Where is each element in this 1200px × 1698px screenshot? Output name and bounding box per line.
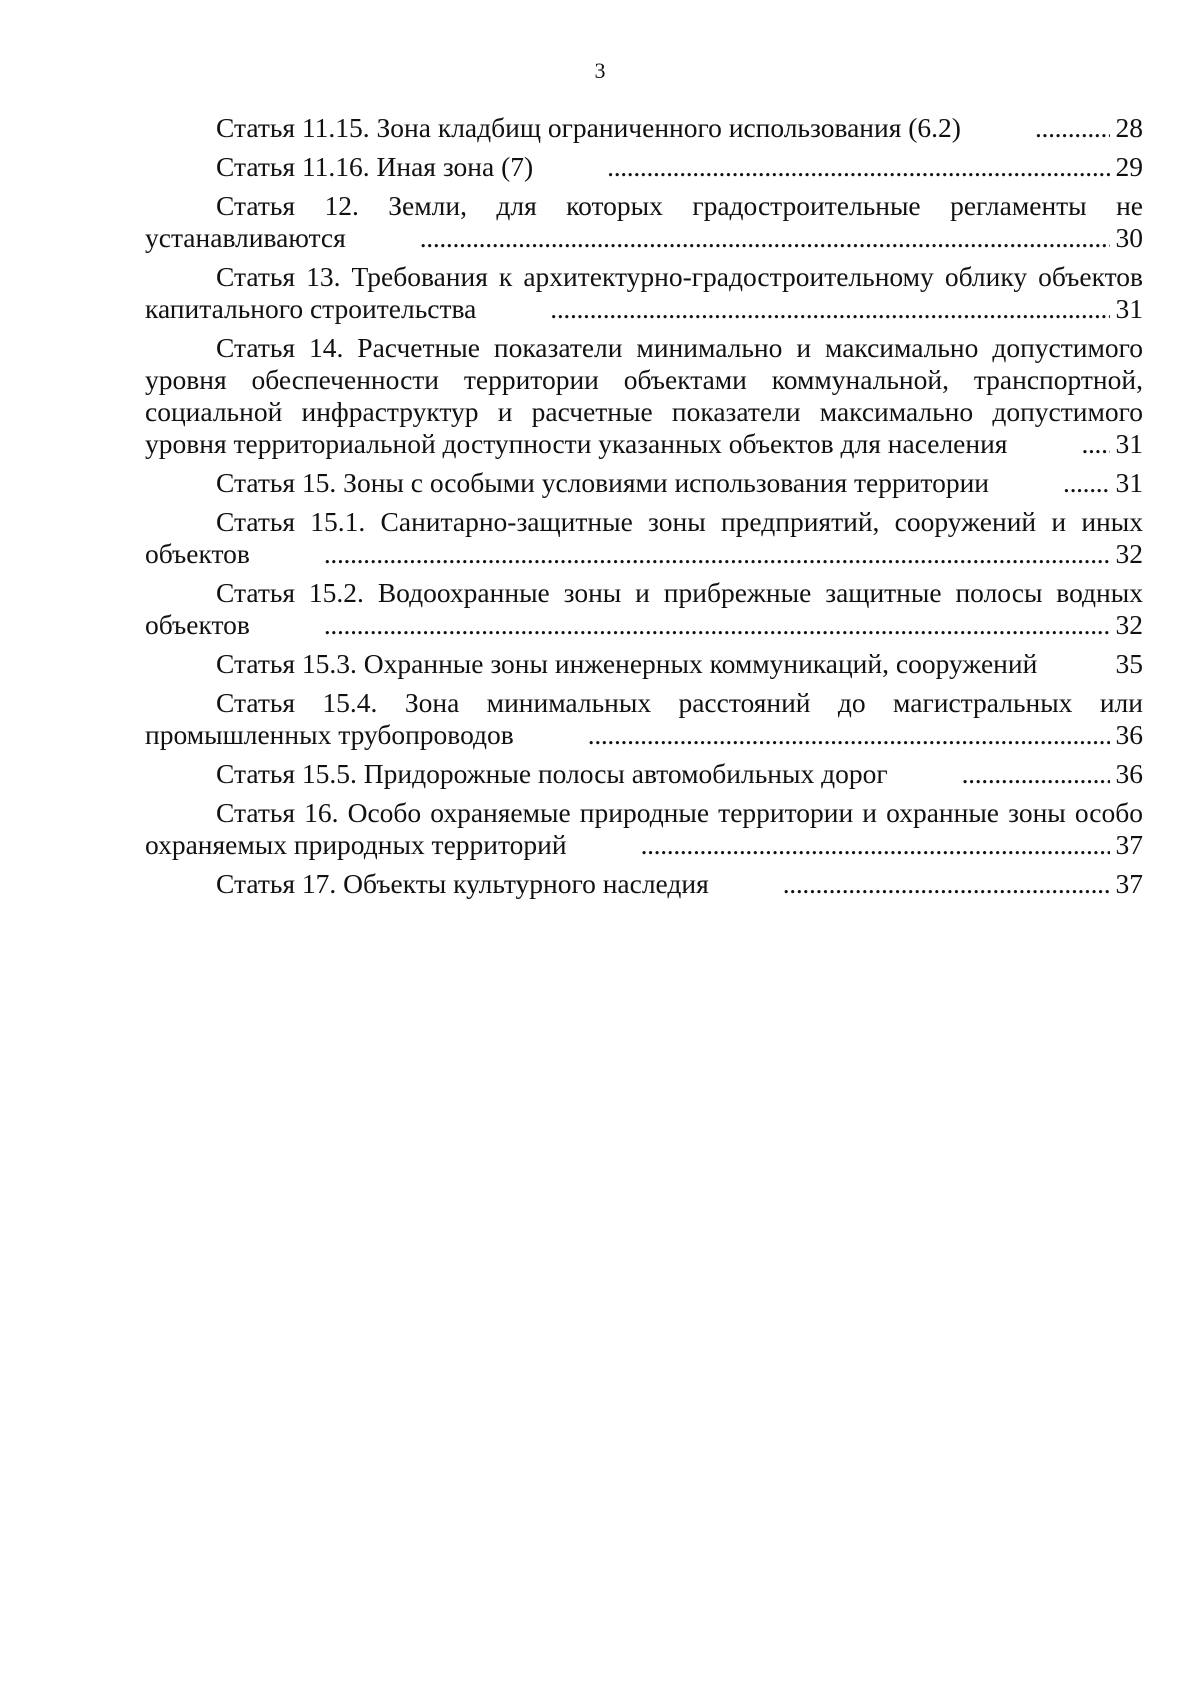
toc-entry [145,506,1143,570]
toc-entry [145,467,1143,499]
toc-entry [145,868,1143,900]
toc-entry-title: Статья 15.3. Охранные зоны инженерных коммуникаций, сооружений . . . [216,648,1037,679]
toc-entry-title: Статья 15.5. Придорожные полосы автомобильных дорог . . . [216,758,888,789]
toc-entry-title: Статья 11.16. Иная зона (7) . . . [216,151,533,182]
toc-entry-title: Статья 17. Объекты культурного наследия . . . [216,868,709,899]
toc-entry-page: 32 [1110,538,1144,570]
toc-entry [145,151,1143,183]
toc-entry [145,648,1143,680]
toc-entry-title: Статья 16. Особо охраняемые природные территории и охранные зоны особо охраняемых природных территорий . . . [145,797,1143,860]
toc-entry-page: 31 [1110,467,1144,499]
toc-entry-page: 31 [1110,428,1144,460]
toc-entry-page: 35 [1110,648,1144,680]
toc-entry-page: 37 [1110,829,1144,861]
toc-entry-page: 36 [1110,758,1144,790]
toc-entry-title: Статья 15. Зоны с особыми условиями использования территории . . . [216,467,989,498]
toc-entry-title: Статья 13. Требования к архитектурно-градостроительному облику объектов капитального строительства . . . [145,261,1143,324]
toc-entry [145,797,1143,861]
toc-entry-page: 37 [1110,868,1144,900]
table-of-contents [145,112,1143,907]
toc-entry-title: Статья 15.4. Зона минимальных расстояний до магистральных или промышленных трубопроводов . . . [145,687,1143,750]
toc-entry-page: 32 [1110,609,1144,641]
toc-entry-title: Статья 11.15. Зона кладбищ ограниченного использования (6.2) . . . [216,112,961,143]
toc-entry-page: 28 [1110,112,1144,144]
toc-entry-page: 30 [1110,222,1144,254]
page-number: 3 [594,58,606,83]
toc-entry [145,190,1143,254]
toc-entry-title: Статья 14. Расчетные показатели минимально и максимально допустимого уровня обеспеченности территории объектами коммунальной, транспортной, социальной инфраструктур и расчетные показатели максимально допустимого уровня территориальной доступности указанных объектов для населения . . . [145,332,1143,459]
toc-entry-title: Статья 15.2. Водоохранные зоны и прибрежные защитные полосы водных объектов . . . [145,577,1143,640]
toc-entry-page: 31 [1110,293,1144,325]
toc-entry-title: Статья 12. Земли, для которых градостроительные регламенты не устанавливаются . . . [145,190,1143,253]
toc-entry-page: 36 [1110,719,1144,751]
toc-entry [145,758,1143,790]
toc-entry-title: Статья 15.1. Санитарно-защитные зоны предприятий, сооружений и иных объектов . . . [145,506,1143,569]
toc-entry [145,577,1143,641]
toc-entry [145,261,1143,325]
toc-entry-page: 29 [1110,151,1144,183]
toc-entry [145,112,1143,144]
toc-entry [145,332,1143,460]
toc-entry [145,687,1143,751]
